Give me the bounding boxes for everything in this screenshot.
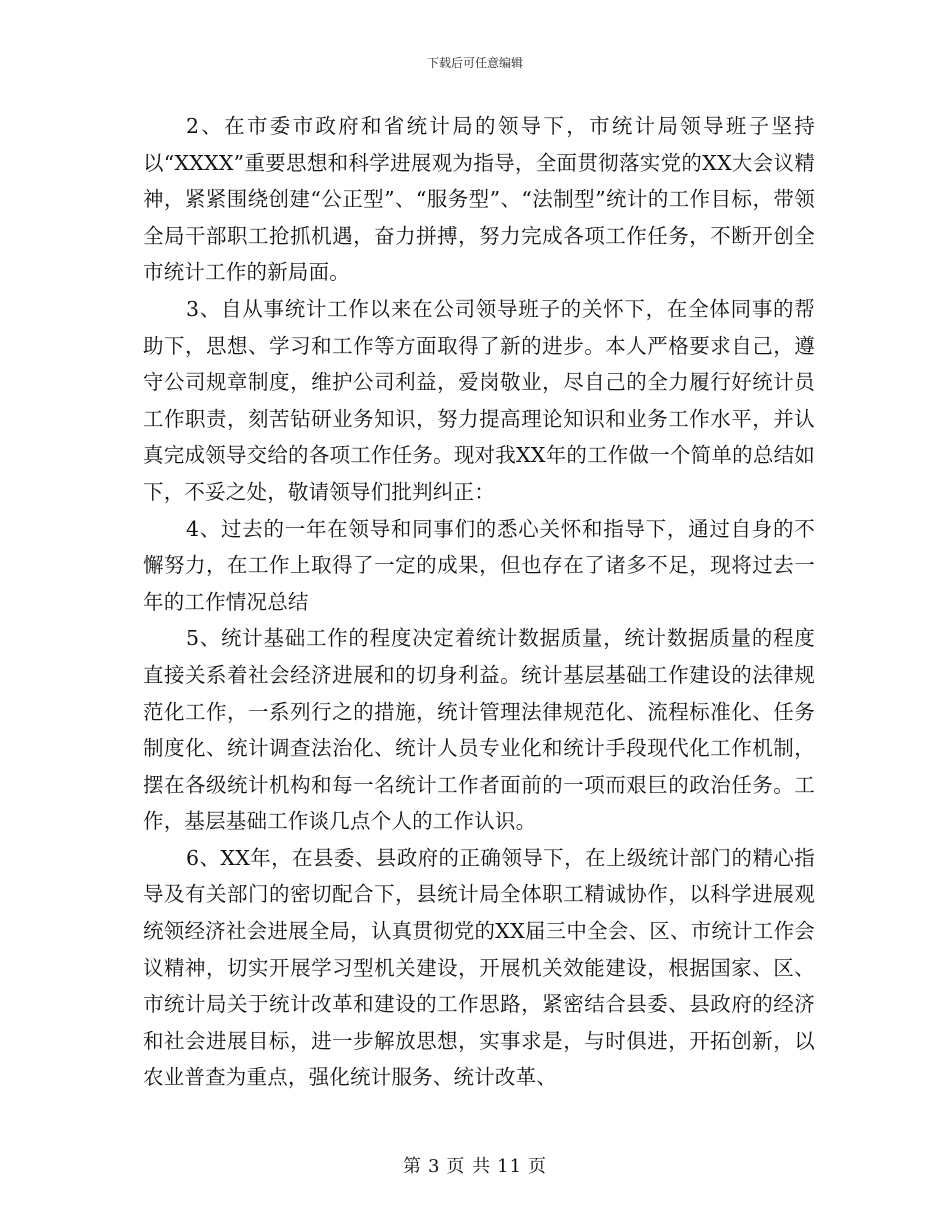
paragraph-5: 5、统计基础工作的程度决定着统计数据质量，统计数据质量的程度直接关系着社会经济进展和的切身利益。统计基层基础工作建设的法律规范化工作，一系列行之的措施，统计管理法律规范化、流程标准化、任务制度化、统计调查法治化、统计人员专业化和统计手段现代化工作机制，摆在各级统计机构和每一名统计工作者面前的一项而艰巨的政治任务。工作，基层基础工作谈几点个人的工作认识。 [143,626,815,834]
paragraph-6: 6、XX年，在县委、县政府的正确领导下，在上级统计部门的精心指导及有关部门的密切配合下，县统计局全体职工精诚协作，以科学进展观统领经济社会进展全局，认真贯彻党的XX届三中全会、区、市统计工作会议精神，切实开展学习型机关建设，开展机关效能建设，根据国家、区、市统计局关于统计改革和建设的工作思路，紧密结合县委、县政府的经济和社会进展目标，进一步解放思想，实事求是，与时俱进，开拓创新，以农业普查为重点，强化统计服务、统计改革、 [143,845,815,1090]
paragraph-4: 4、过去的一年在领导和同事们的悉心关怀和指导下，通过自身的不懈努力，在工作上取得了一定的成果，但也存在了诸多不足，现将过去一年的工作情况总结 [143,516,815,614]
document-body [143,108,815,1096]
page-header-note: 下载后可任意编辑 [426,56,523,70]
footer-suffix: 页 [528,1156,548,1177]
page-footer [0,1152,950,1178]
footer-middle: 页 共 [446,1156,492,1177]
paragraph-3: 3、自从事统计工作以来在公司领导班子的关怀下，在全体同事的帮助下，思想、学习和工作等方面取得了新的进步。本人严格要求自己，遵守公司规章制度，维护公司利益，爱岗敬业，尽自己的全力履行好统计员工作职责，刻苦钻研业务知识，努力提高理论知识和业务工作水平，并认真完成领导交给的各项工作任务。现对我XX年的工作做一个简单的总结如下，不妥之处，敬请领导们批判纠正： [143,296,815,504]
current-page-number: 3 [427,1156,441,1177]
paragraph-2: 2、在市委市政府和省统计局的领导下，市统计局领导班子坚持以“XXXX”重要思想和科学进展观为指导，全面贯彻落实党的XX大会议精神，紧紧围绕创建“公正型”、“服务型”、“法制型”统计的工作目标，带领全局干部职工抢抓机遇，奋力拼搏，努力完成各项工作任务，不断开创全市统计工作的新局面。 [143,114,815,285]
total-page-count: 11 [497,1156,523,1177]
footer-prefix: 第 [402,1156,422,1177]
